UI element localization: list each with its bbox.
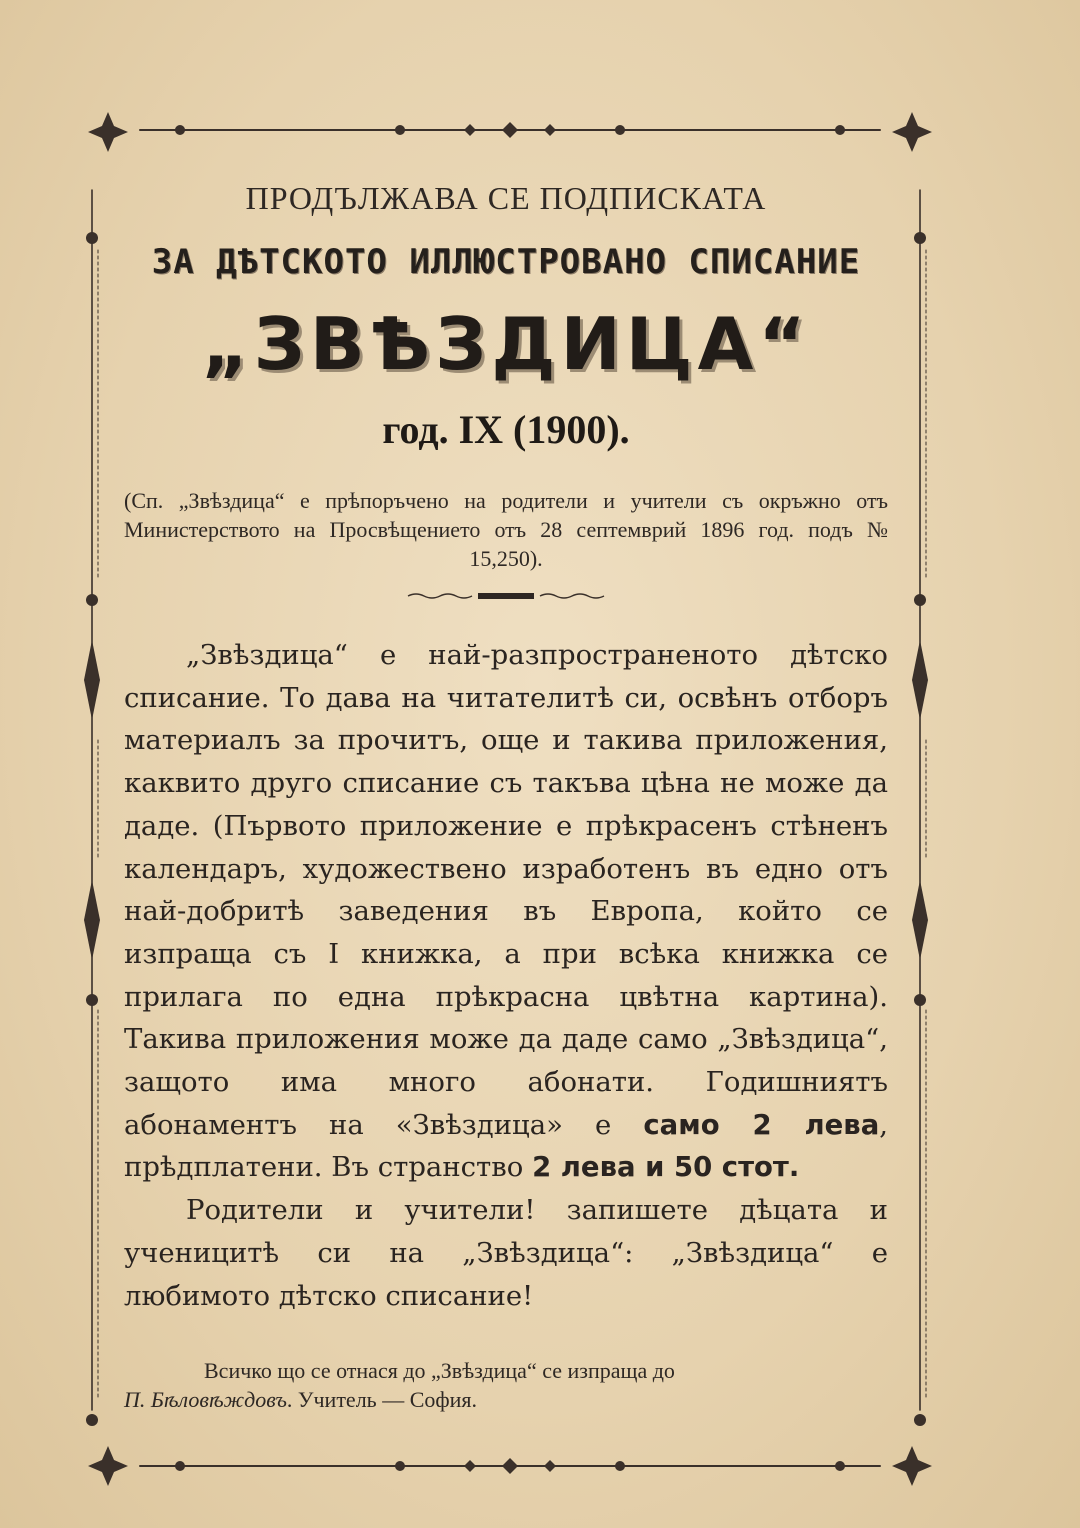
price-domestic: само 2 лева	[643, 1108, 880, 1141]
advertisement-content	[124, 168, 888, 1428]
editor-name: П. Бѣловѣждовъ	[124, 1387, 287, 1412]
magazine-title: „ЗВѢЗДИЦА“	[201, 302, 811, 386]
body-text	[124, 634, 888, 1317]
paragraph-main: „Звѣздица“ е най-разпространеното дѣтско списание. То дава на читателитѣ си, освѣнъ отборъ материалъ за прочитъ, още и такива приложения, каквито друго списание съ такъва цѣна не може да даде. (Първото приложение е прѣкрасенъ стѣненъ календаръ, художествено изработенъ въ едно отъ най-добритѣ заведения въ Европа, който се изпраща съ I книжка, а при всѣка книжка се прилага по една прѣкрасна цвѣтна картина). Такива приложения може да даде само „Звѣздица“, защото има много абонати. Годишниятъ абонаментъ на «Звѣздица» е само 2 лева, прѣдплатени. Въ странство 2 лева и 50 стот.	[124, 639, 889, 1184]
endorsement-note: (Сп. „Звѣздица“ е прѣпоръчено на родители и учители съ окръжно отъ Министерството на Просвѣщението отъ 28 септемврий 1896 год. подъ № 15,250).	[124, 488, 888, 571]
footer-contact	[124, 1356, 888, 1414]
header-line-2: ЗА ДѢТСКОТО ИЛЛЮСТРОВАНО СПИСАНИЕ	[151, 242, 861, 282]
footer-address: П. Бѣловѣждовъ. Учитель — София.	[124, 1387, 478, 1412]
year-label: год. IX (1900).	[382, 407, 630, 452]
separator-ornament	[406, 588, 606, 604]
header-line-1: ПРОДЪЛЖАВА СЕ ПОДПИСКАТА	[245, 180, 767, 216]
paragraph-appeal: Родители и учители! запишете дѣцата и ученицитѣ си на „Звѣздица“: „Звѣздица“ е любимото дѣтско списание!	[124, 1194, 888, 1312]
price-abroad: 2 лева и 50 стот.	[532, 1151, 800, 1184]
footer-line: Всичко що се отнася до „Звѣздица“ се изпраща до	[204, 1358, 675, 1383]
